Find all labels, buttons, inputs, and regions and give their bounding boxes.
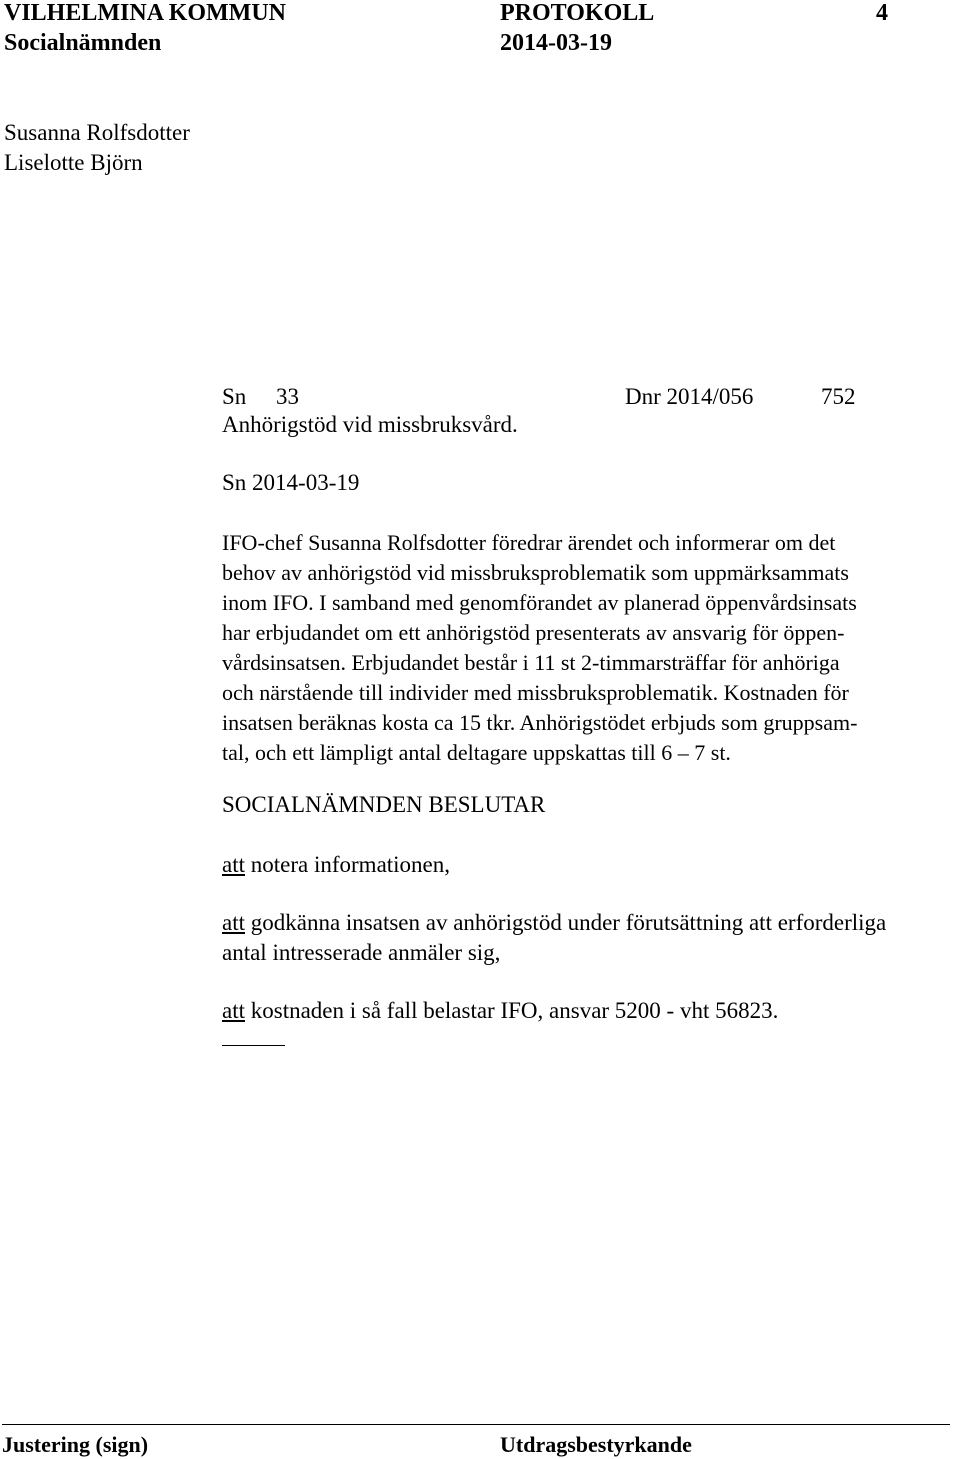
header-date: 2014-03-19 <box>500 30 612 56</box>
body-line: IFO-chef Susanna Rolfsdotter föredrar ärendet och informerar om det <box>222 530 836 555</box>
distribution-name-2: Liselotte Björn <box>4 150 143 175</box>
org-name: VILHELMINA KOMMUN <box>4 0 286 26</box>
body-line: och närstående till individer med missbruksproblematik. Kostnaden för <box>222 680 849 705</box>
decision-item-1 <box>222 850 450 880</box>
decision-item-2-continued: antal intresserade anmäler sig, <box>222 940 501 965</box>
att-word: att <box>222 998 245 1023</box>
end-rule <box>222 1045 285 1046</box>
att-word: att <box>222 852 245 877</box>
footer-utdrag: Utdragsbestyrkande <box>500 1432 692 1457</box>
body-line: behov av anhörigstöd vid missbruksproblematik som uppmärksammats <box>222 560 849 585</box>
att-word: att <box>222 910 245 935</box>
page-number: 4 <box>876 0 888 26</box>
footer-justering: Justering (sign) <box>2 1432 149 1457</box>
dnr-code: 752 <box>821 384 856 409</box>
meeting-ref: Sn 2014-03-19 <box>222 470 360 495</box>
body-line: insatsen beräknas kosta ca 15 tkr. Anhörigstödet erbjuds som gruppsam- <box>222 710 858 735</box>
item-title: Anhörigstöd vid missbruksvård. <box>222 412 518 437</box>
paragraph-number: 33 <box>276 384 299 409</box>
decision-item-2-text: godkänna insatsen av anhörigstöd under förutsättning att erforderliga <box>250 910 887 935</box>
distribution-name-1: Susanna Rolfsdotter <box>4 120 190 145</box>
footer-rule <box>2 1424 950 1425</box>
sn-label: Sn <box>222 384 247 409</box>
body-line: tal, och ett lämpligt antal deltagare uppskattas till 6 – 7 st. <box>222 740 731 765</box>
dnr: Dnr 2014/056 <box>625 384 754 409</box>
decision-heading: SOCIALNÄMNDEN BESLUTAR <box>222 792 546 817</box>
decision-item-2 <box>222 908 886 938</box>
body-line: vårdsinsatsen. Erbjudandet består i 11 st 2-timmarsträffar för anhöriga <box>222 650 840 675</box>
body-line: har erbjudandet om ett anhörigstöd presenterats av ansvarig för öppen- <box>222 620 845 645</box>
decision-item-1-text: notera informationen, <box>250 852 451 877</box>
body-line: inom IFO. I samband med genomförandet av planerad öppenvårdsinsats <box>222 590 857 615</box>
committee-name: Socialnämnden <box>4 30 162 56</box>
body-paragraph <box>222 528 958 768</box>
decision-item-3 <box>222 996 778 1026</box>
doc-type: PROTOKOLL <box>500 0 655 26</box>
decision-item-3-text: kostnaden i så fall belastar IFO, ansvar 5200 - vht 56823. <box>250 998 779 1023</box>
